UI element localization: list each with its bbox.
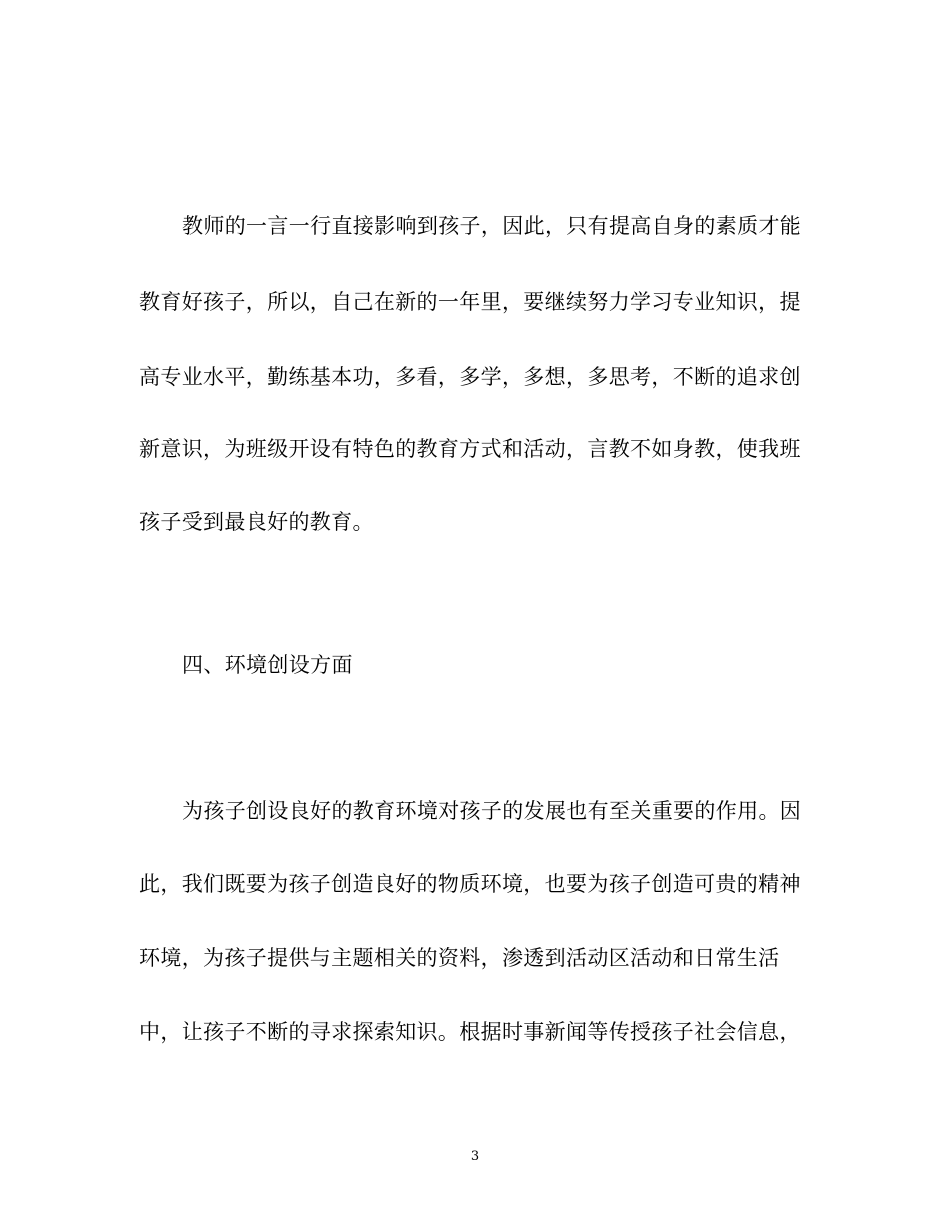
paragraph-1-line-5: 孩子受到最良好的教育。: [139, 510, 374, 534]
paragraph-1-line-4: 新意识，为班级开设有特色的教育方式和活动，言教不如身教，使我班: [139, 437, 801, 461]
paragraph-1-line-1: 教师的一言一行直接影响到孩子，因此，只有提高自身的素质才能: [182, 214, 802, 238]
paragraph-1-line-3: 高专业水平，勤练基本功，多看，多学，多想，多思考，不断的追求创: [139, 365, 801, 389]
paragraph-2-line-4: 中，让孩子不断的寻求探索知识。根据时事新闻等传授孩子社会信息，: [139, 1020, 801, 1044]
paragraph-2-line-3: 环境，为孩子提供与主题相关的资料，渗透到活动区活动和日常生活: [139, 946, 780, 970]
page-number: 3: [470, 1149, 480, 1164]
paragraph-1-line-2: 教育好孩子，所以，自己在新的一年里，要继续努力学习专业知识，提: [139, 290, 801, 314]
paragraph-2-line-1: 为孩子创设良好的教育环境对孩子的发展也有至关重要的作用。因: [182, 799, 802, 823]
section-heading: 四、环境创设方面: [182, 653, 353, 677]
paragraph-2-line-2: 此，我们既要为孩子创造良好的物质环境，也要为孩子创造可贵的精神: [139, 872, 801, 896]
